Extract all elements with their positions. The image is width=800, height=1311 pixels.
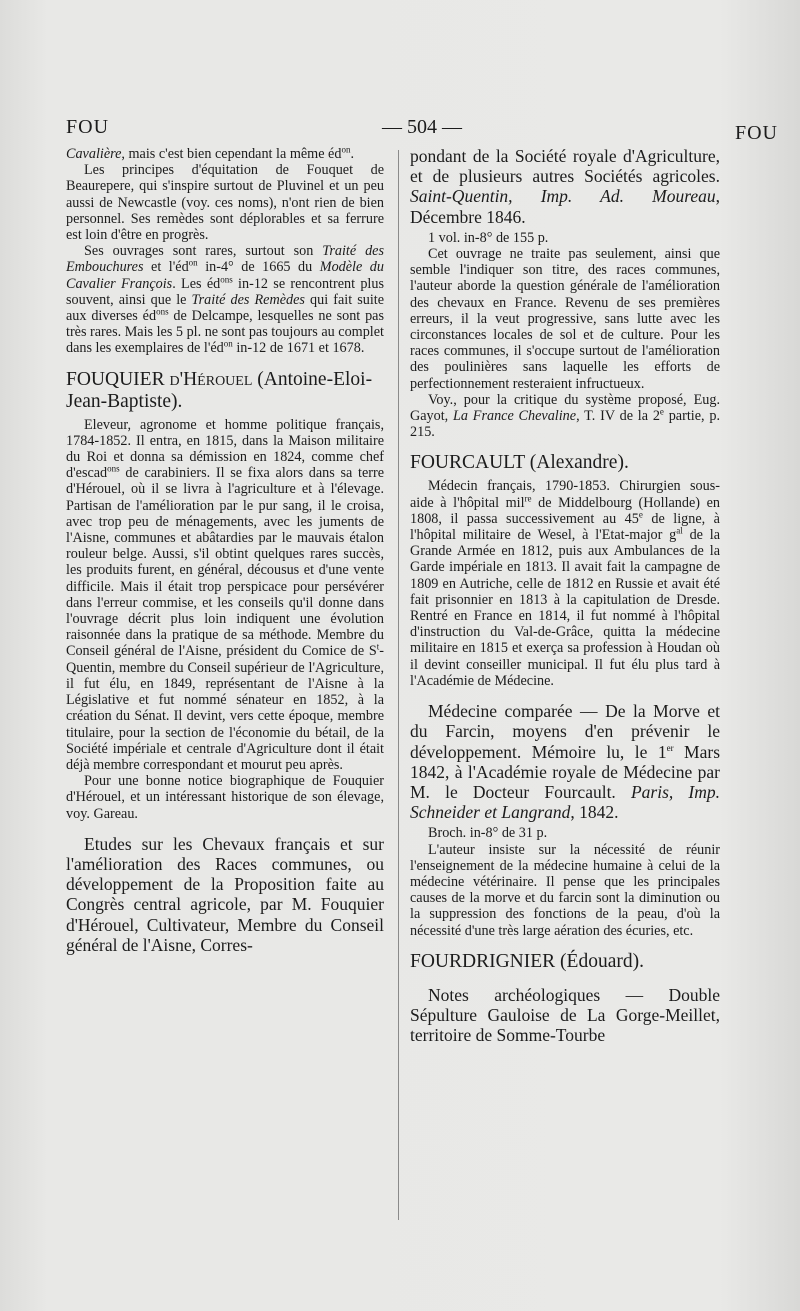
paragraph: Les principes d'équitation de Fouquet de Beaurepere, qui s'inspire surtout de Pluvinel et un peu aussi de Newcastle (voy. ces noms), n'ont rien de bien personnel. Ses remèdes sont déplorables et sa ferrure est loin d'être en progrès.: [66, 162, 384, 244]
paragraph: [66, 146, 384, 162]
entry-heading: [66, 369, 384, 413]
text: FOUQUIER: [66, 368, 170, 390]
text: de carabiniers. Il se fixa alors dans sa terre d'Hérouel, où il se livra à l'agriculture et à l'élevage. Partisan de l'amélioration par le pur sang, il le croisa, avec trop peu de ménagements, avec les juments de l'Aisne, communes et abâtardies par le mauvais étalon rouleur belge. Aussi, s'il obtint quelques rares succès, les produits furent, en général, décousus et d'une vente difficile. Mais il était trop perspicace pour persévérer dans l'erreur commise, et les conseils qu'il donne dans l'ouvrage décrit plus loin indiquent une évolution raisonnée dans la pratique de sa méthode. Membre du Conseil général de l'Aisne, président du Comice de S: [66, 465, 384, 660]
entry-heading: FOURCAULT (Alexandre).: [410, 452, 629, 474]
superscript: on: [341, 144, 351, 155]
paragraph: [66, 243, 384, 356]
superscript: t: [376, 641, 380, 652]
book-title: Etudes sur les Chevaux français et sur l'amélioration des Races communes, ou développement de la Proposition faite au Congrès central agricole, par M. Fouquier d'Hérouel, Cultivateur, Membre du Conseil général de l'Aisne, Corres-: [66, 833, 384, 955]
book-title: [410, 701, 720, 822]
superscript: al: [676, 525, 683, 536]
text: .: [350, 146, 354, 162]
italic-text: Saint-Quentin, Imp. Ad. Moureau: [410, 186, 716, 207]
italic-text: Traité des Remèdes: [191, 291, 305, 308]
header-right: FOU: [734, 122, 778, 144]
superscript: ons: [220, 273, 233, 284]
superscript: er: [666, 742, 674, 753]
text: (Antoine-Eloi-Jean-Baptiste).: [66, 368, 373, 412]
text: Médecine comparée — De la Morve et du Farcin, moyens d'en prévenir le développement. Mémoire lu, le 1: [410, 701, 720, 762]
text: de la Grande Armée en 1812, puis aux Ambulances de la Garde impériale en 1813. Il avait fait la campagne de 1809 en Autriche, celle de 1812 en Russie et avait été fait prisonnier en 1813 à la capitulation de Dresde. Rentré en France en 1814, il fut nommé à l'hôpital d'instruction du Val-de-Grâce, quitta la médecine militaire en 1815 et exerça sa profession à Houdan où il devint conseiller municipal. Il fut élu plus tard à l'Académie de Médecine.: [410, 527, 720, 689]
page-number: — 504 —: [382, 116, 462, 138]
paragraph: L'auteur insiste sur la nécessité de réunir l'enseignement de la médecine humaine à celui de la médecine vétérinaire. Il pense que les principales causes de la morve et du farcin sont la diminution ou la suppression des fonctions de la peau, d'où la nécessité d'une très large aération des écuries, etc.: [410, 841, 720, 939]
text: Mars 1842, à l'Académie royale de Médecine par M. le Docteur Fourcault.: [410, 741, 721, 802]
text: et l'éd: [143, 259, 189, 276]
text: in-12 se rencontrent plus souvent, ainsi que le: [66, 275, 384, 308]
superscript: on: [188, 257, 198, 268]
paragraph: Cet ouvrage ne traite pas seulement, ainsi que semble l'indiquer son titre, des races communes, l'auteur aborde la question générale de l'amélioration des chevaux en France. Revenu de ses premières erreurs, il la veut progressive, sans lutte avec les circonstances locales de sol et de culture. Pour les races communes, il s'occupe surtout de l'amélioration des poulinières sans laquelle les efforts de perfectionnement resteraient infructueux.: [410, 246, 720, 392]
text: Voy., pour la critique du système proposé, Eug. Gayot,: [410, 391, 720, 425]
superscript: e: [659, 406, 664, 417]
paragraph: [410, 478, 720, 689]
text: -Quentin, membre du Conseil supérieur de l'Agriculture, il fut élu, en 1849, représentant de l'Aisne à la Législative et fut nommé sénateur en 1852, à la création du Sénat. Il devint, vers cette époque, membre titulaire, pour la section de l'économie du bétail, de la Société impériale et centrale d'Agriculture dont il était déjà membre correspondant et mourut peu après.: [66, 643, 384, 773]
text: . Les éd: [172, 275, 221, 292]
header-left: FOU: [66, 116, 110, 138]
superscript: e: [638, 509, 643, 520]
format-note: Broch. in-8° de 31 p.: [428, 825, 548, 842]
italic-text: Traité des Embouchures: [66, 243, 384, 276]
text: , T. IV de la 2: [576, 408, 660, 425]
text: , 1842.: [570, 802, 619, 823]
left-column: [66, 146, 384, 958]
superscript: re: [524, 492, 532, 503]
text: Médecin français, 1790-1853. Chirurgien sous-aide à l'hôpital mil: [410, 478, 720, 511]
paragraph: [66, 417, 384, 773]
text: qui fait suite aux diverses éd: [66, 291, 385, 325]
entry-heading: FOURDRIGNIER (Édouard).: [410, 950, 644, 972]
text: , mais c'est bien cependant la même éd: [121, 146, 342, 162]
text: in-12 de 1671 et 1678.: [232, 340, 365, 357]
italic-text: Modèle du Cavalier François: [66, 259, 384, 292]
italic-text: Cavalière: [66, 146, 122, 162]
text: Ses ouvrages sont rares, surtout son: [84, 243, 323, 260]
format-note: 1 vol. in-8° de 155 p.: [428, 229, 549, 246]
italic-text: Paris, Imp. Schneider et Langrand: [410, 781, 721, 823]
right-column: [410, 146, 720, 1048]
running-header: [66, 116, 778, 146]
italic-text: La France Chevaline: [453, 408, 577, 425]
text: de Delcampe, lesquelles ne sont pas très rares. Mais les 5 pl. ne sont pas toujours au complet dans les exemplaires de l'éd: [66, 308, 384, 357]
text: , Décembre 1846.: [410, 186, 720, 227]
superscript: ons: [107, 463, 120, 474]
paragraph: Pour une bonne notice biographique de Fouquier d'Hérouel, et un intéressant historique de son élevage, voy. Gareau.: [66, 773, 384, 822]
book-title-continued: [410, 146, 720, 227]
superscript: ons: [156, 306, 169, 317]
text: Eleveur, agronome et homme politique français, 1784-1852. Il entra, en 1815, dans la Maison militaire du Roi et donna sa démission en 1824, comme chef d'escad: [66, 416, 384, 482]
text: pondant de la Société royale d'Agriculture, et de plusieurs autres Sociétés agricoles.: [410, 146, 720, 187]
column-divider: [398, 150, 399, 1220]
text: de Middelbourg (Hollande) en 1808, il passa successivement au 45: [410, 494, 721, 527]
small-caps-text: d'Hérouel: [169, 368, 253, 390]
book-title: Notes archéologiques — Double Sépulture Gauloise de La Gorge-Meillet, territoire de Somme-Tourbe: [410, 984, 720, 1046]
paragraph: [410, 392, 720, 441]
text: in-4° de 1665 du: [197, 259, 320, 276]
text: partie, p. 215.: [410, 408, 720, 441]
superscript: on: [223, 338, 233, 349]
text: de ligne, à l'hôpital militaire de Wesel, à l'Etat-major g: [410, 510, 720, 544]
